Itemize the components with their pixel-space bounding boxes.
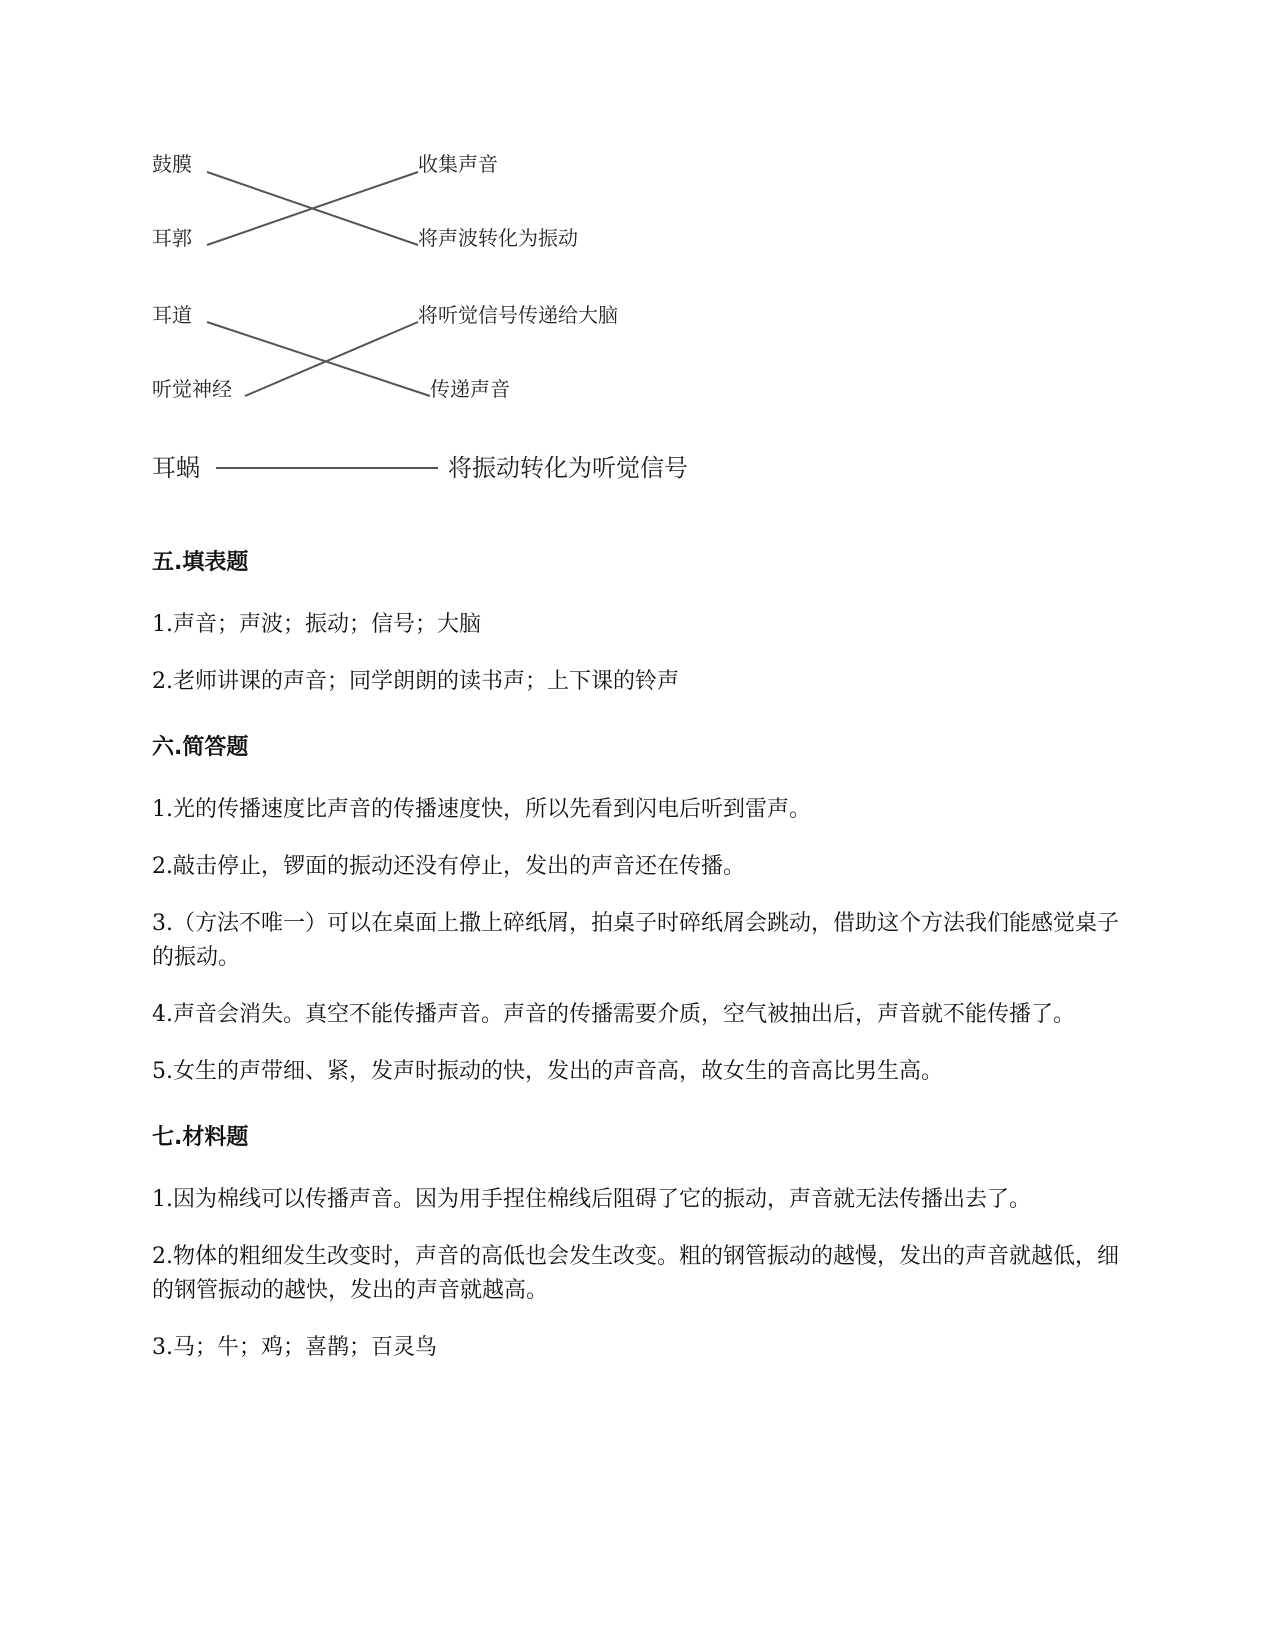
section-heading: 六.简答题 — [152, 735, 249, 760]
answer-item: 3.马；牛；鸡；喜鹊；百灵鸟 — [152, 1335, 437, 1360]
answer-item: 2.敲击停止，锣面的振动还没有停止，发出的声音还在传播。 — [152, 854, 745, 879]
answer-item: 4.声音会消失。真空不能传播声音。声音的传播需要介质，空气被抽出后，声音就不能传播了。 — [152, 1002, 1075, 1027]
match-left-item: 耳郭 — [152, 226, 192, 250]
section-short-answer — [152, 733, 1127, 1089]
section-material — [152, 1123, 1127, 1365]
match-right-item: 收集声音 — [418, 152, 498, 176]
match-line — [245, 322, 418, 396]
answer-item: 1.声音；声波；振动；信号；大脑 — [152, 612, 481, 637]
answer-item: 1.光的传播速度比声音的传播速度快，所以先看到闪电后听到雷声。 — [152, 797, 811, 822]
match-left-item: 听觉神经 — [152, 377, 232, 401]
match-right-item: 将声波转化为振动 — [418, 226, 578, 250]
section-heading: 五.填表题 — [152, 550, 249, 575]
answer-item: 2.老师讲课的声音；同学朗朗的读书声；上下课的铃声 — [152, 669, 679, 694]
answer-item: 1.因为棉线可以传播声音。因为用手捏住棉线后阻碍了它的振动，声音就无法传播出去了。 — [152, 1187, 1031, 1212]
match-right-item: 传递声音 — [430, 377, 510, 401]
match-line — [207, 322, 430, 396]
section-fill-table — [152, 548, 1127, 699]
answer-item: 5.女生的声带细、紧，发声时振动的快，发出的声音高，故女生的音高比男生高。 — [152, 1059, 943, 1084]
match-left-item: 鼓膜 — [152, 152, 192, 176]
ear-matching-diagram — [0, 0, 1275, 520]
match-right-item: 将振动转化为听觉信号 — [448, 454, 688, 482]
match-right-item: 将听觉信号传递给大脑 — [418, 303, 618, 327]
match-left-item: 耳道 — [152, 303, 192, 327]
match-left-item: 耳蜗 — [152, 454, 200, 482]
section-heading: 七.材料题 — [152, 1125, 249, 1150]
answer-content — [152, 548, 1127, 1399]
answer-item: 2.物体的粗细发生改变时，声音的高低也会发生改变。粗的钢管振动的越慢，发出的声音就越低，细的钢管振动的越快，发出的声音就越高。 — [152, 1244, 1119, 1303]
answer-item: 3.（方法不唯一）可以在桌面上撒上碎纸屑，拍桌子时碎纸屑会跳动，借助这个方法我们能感觉桌子的振动。 — [152, 911, 1119, 970]
